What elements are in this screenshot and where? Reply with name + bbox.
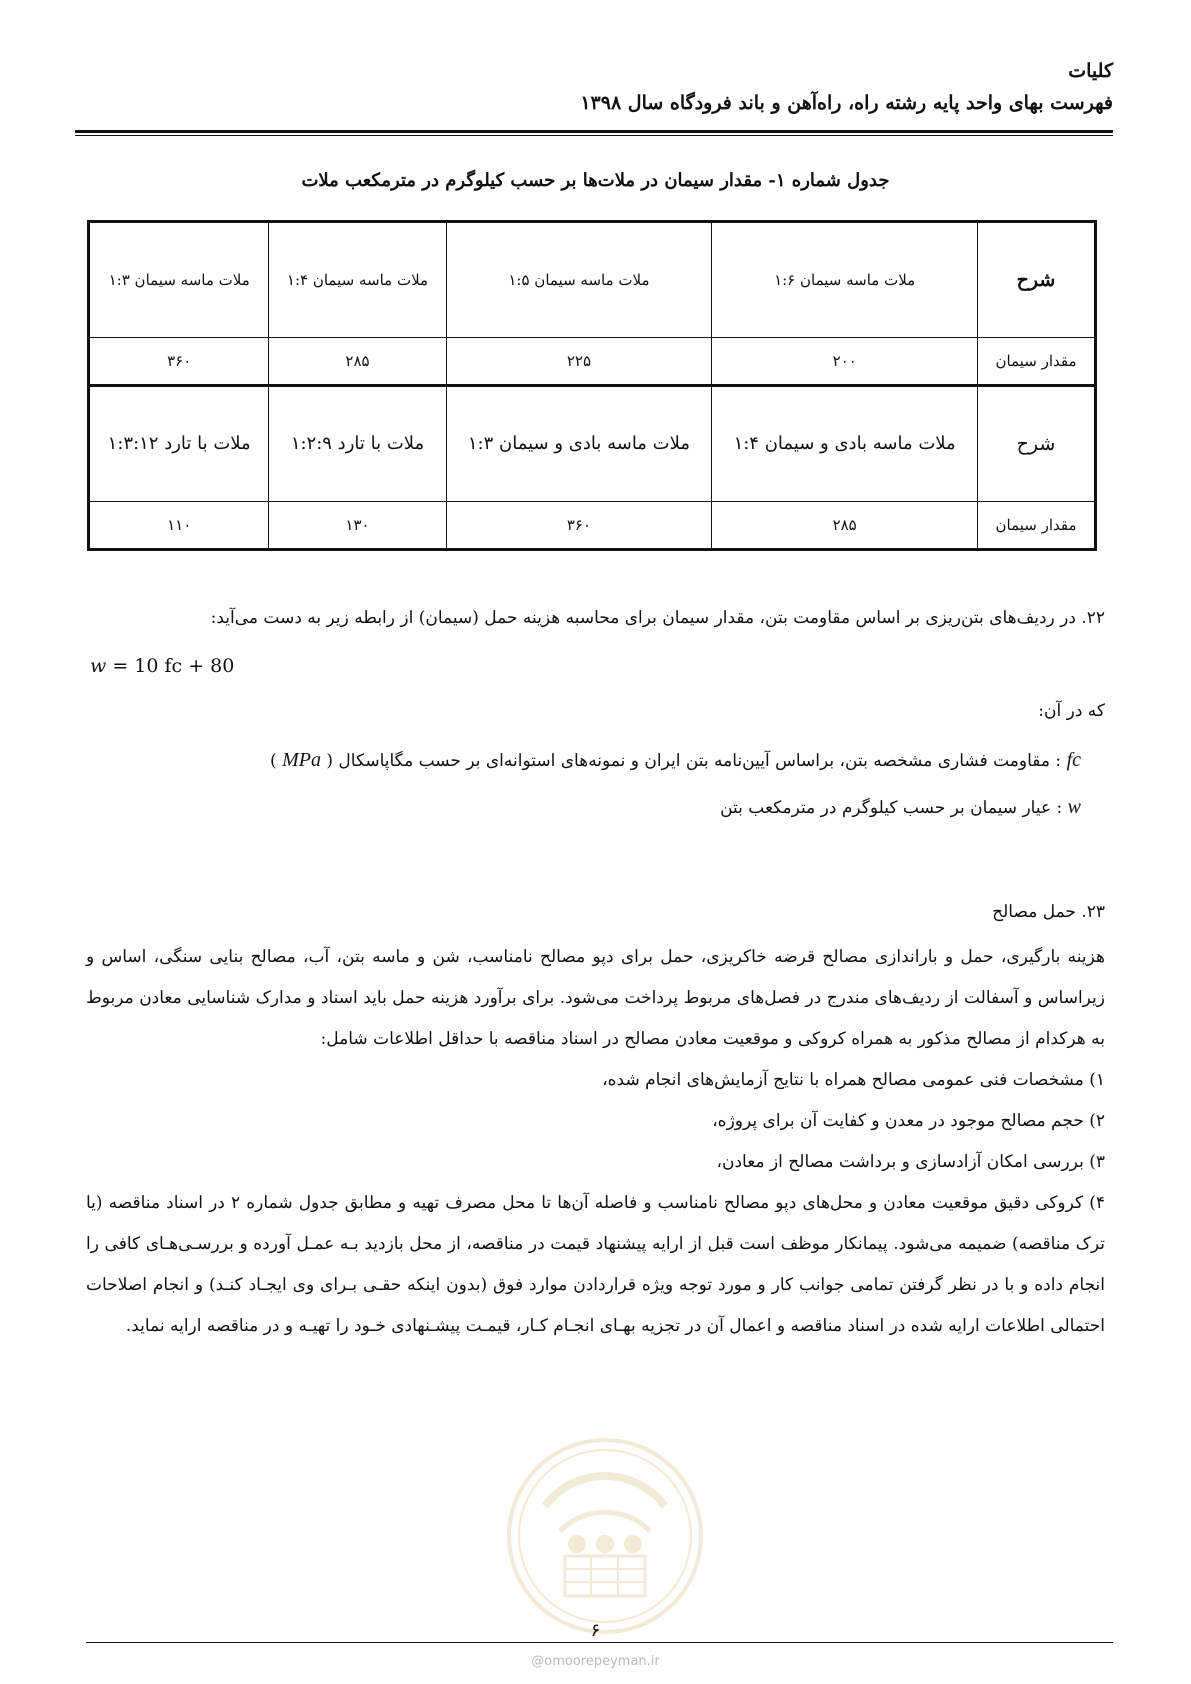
- item-23-list: [86, 1060, 1105, 1183]
- item-23-body: هزینه بارگیری، حمل و باراندازی مصالح قرضه خاکریزی، حمل برای دپو مصالح نامناسب، شن و ماسه بتن، آب، مصالح بنایی سنگی، اساس و زیراساس و آسفالت از ردیف‌های مندرج در فصل‌های مربوط پرداخت می‌شود. برای برآورد هزینه حمل باید اسناد و مدارک شناسایی معادن مربوط به هرکدام از مصالح مذکور به همراه کروکی و موقعیت معادن مصالح در اسناد مناقصه با حداقل اطلاعات شامل:: [86, 947, 1105, 1049]
- list-item: ۲) حجم مصالح موجود در معدن و کفایت آن برای پروژه،: [712, 1111, 1105, 1131]
- list-item: ۳) بررسی امکان آزادسازی و برداشت مصالح از معادن،: [716, 1152, 1105, 1172]
- table-cell: ملات ماسه سیمان ۱:۶: [712, 222, 978, 338]
- table-row: [89, 386, 1096, 502]
- table-cell: ملات ماسه سیمان ۱:۴: [269, 222, 446, 338]
- w-symbol: w: [1067, 796, 1081, 818]
- list-item: ۱) مشخصات فنی عمومی مصالح همراه با نتایج آزمایش‌های انجام شده،: [602, 1070, 1105, 1090]
- seal-watermark-icon: [505, 1436, 705, 1636]
- table-cell: ۳۶۰: [89, 338, 269, 386]
- table-cell: ملات ماسه سیمان ۱:۳: [89, 222, 269, 338]
- section-title: کلیات: [1068, 60, 1113, 82]
- table-cell: مقدار سیمان: [978, 502, 1096, 550]
- table-row: [89, 502, 1096, 550]
- w-definition: : عیار سیمان بر حسب کیلوگرم در مترمکعب بتن: [720, 798, 1063, 818]
- cement-table: [87, 220, 1097, 551]
- table-cell: ۳۶۰: [446, 502, 712, 550]
- header-rule-thick: [75, 130, 1113, 133]
- table-cell: ۲۲۵: [446, 338, 712, 386]
- table-cell: ملات ماسه سیمان ۱:۵: [446, 222, 712, 338]
- where-label: که در آن:: [1038, 701, 1105, 721]
- table-cell: مقدار سیمان: [978, 338, 1096, 386]
- definition-fc: [270, 749, 1081, 772]
- table-cell: ملات ماسه بادی و سیمان ۱:۴: [712, 386, 978, 502]
- fc-close: ): [270, 751, 277, 771]
- fc-symbol: fc: [1066, 749, 1081, 771]
- footer-rule: [86, 1642, 1113, 1643]
- table-cell: شرح: [978, 386, 1096, 502]
- header-rule-thin: [75, 135, 1113, 136]
- definition-w: [720, 796, 1081, 819]
- table-cell: ۲۸۵: [712, 502, 978, 550]
- table-cell: ۱۱۰: [89, 502, 269, 550]
- site-watermark: @omoorepeyman.ir: [531, 1654, 660, 1669]
- cement-formula: [90, 655, 234, 677]
- table-cell: ۲۸۵: [269, 338, 446, 386]
- table-cell: ملات با تارد ۱:۲:۹: [269, 386, 446, 502]
- table-caption: جدول شماره ۱- مقدار سیمان در ملات‌ها بر حسب کیلوگرم در مترمکعب ملات: [301, 170, 890, 191]
- table-row: [89, 338, 1096, 386]
- table-cell: ملات با تارد ۱:۳:۱۲: [89, 386, 269, 502]
- fc-unit: MPa: [282, 749, 321, 771]
- formula-rhs: = 10 fc + 80: [112, 655, 235, 677]
- document-subtitle: فهرست بهای واحد پایه رشته راه، راه‌آهن و باند فرودگاه سال ۱۳۹۸: [580, 92, 1113, 114]
- page-number: ۶: [590, 1620, 601, 1641]
- table-cell: ۱۳۰: [269, 502, 446, 550]
- table-cell: ۲۰۰: [712, 338, 978, 386]
- item-22-text: ۲۲. در ردیف‌های بتن‌ریزی بر اساس مقاومت بتن، مقدار سیمان برای محاسبه هزینه حمل (سیمان) از رابطه زیر به دست می‌آید:: [210, 608, 1105, 628]
- table-cell: شرح: [978, 222, 1096, 338]
- table-cell: ملات ماسه بادی و سیمان ۱:۳: [446, 386, 712, 502]
- fc-definition: : مقاومت فشاری مشخصه بتن، براساس آیین‌نامه بتن ایران و نمونه‌های استوانه‌ای بر حسب مگاپاسکال (: [326, 751, 1062, 771]
- page-header: [86, 58, 1113, 118]
- item-23-point-4: ۴) کروکی دقیق موقعیت معادن و محل‌های دپو مصالح نامناسب و فاصله آن‌ها تا محل مصرف تهیه و مطابق جدول شماره ۲ در اسناد مناقصه (یا ترک مناقصه) ضمیمه می‌شود. پیمانکار موظف است قبل از ارایه پیشنهاد قیمت در مناقصه، از محل بازدید بـه عمـل آورده و بررسـی‌هـای کافی را انجام داده و با در نظر گرفتن تمامی جوانب کار و مورد توجه ویژه قراردادن موارد فوق (بدون اینکه حقـی بـرای وی ایجـاد کنـد) و انجام اصلاحات احتمالی اطلاعات ارایه شده در اسناد مناقصه و اعمال آن در تجزیه بهـای انجـام کـار، قیمـت پیشـنهادی خـود را تهیـه و در مناقصه ارایه نماید.: [86, 1193, 1105, 1336]
- formula-lhs: w: [90, 655, 107, 677]
- table-row: [89, 222, 1096, 338]
- item-23-title: ۲۳. حمل مصالح: [992, 902, 1105, 922]
